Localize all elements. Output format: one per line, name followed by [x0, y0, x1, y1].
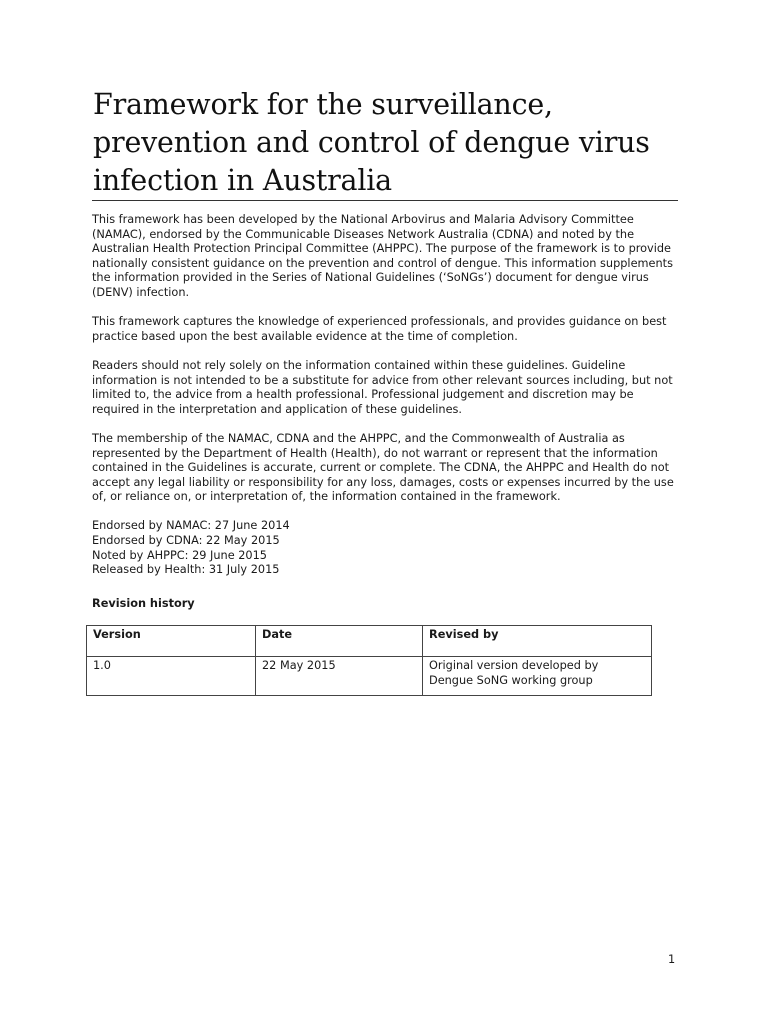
endorsement-cdna: Endorsed by CDNA: 22 May 2015	[92, 534, 280, 548]
endorsement-health: Released by Health: 31 July 2015	[92, 563, 280, 577]
header-date: Date	[256, 626, 423, 657]
paragraph-framework-development: This framework has been developed by the National Arbovirus and Malaria Advisory Committee (NAMAC), endorsed by the Communicable Diseases Network Australia (CDNA) and noted by the Australian Health Protection Principal Committee (AHPPC). The purpose of the framework is to provide nationally consistent guidance on the prevention and control of dengue. This information supplements the information provided in the Series of National Guidelines (‘SoNGs’) document for dengue virus (DENV) infection.	[92, 213, 673, 299]
page-number: 1	[668, 953, 676, 966]
revision-history-heading: Revision history	[92, 597, 195, 610]
paragraph-readers-disclaimer: Readers should not rely solely on the information contained within these guidelines. Guideline information is not intended to be a substitute for advice from other relevant sources including, but not limited to, the advice from a health professional. Professional judgement and discretion may be required in the interpretation and application of these guidelines.	[92, 358, 673, 416]
header-version: Version	[87, 626, 256, 657]
table-row	[87, 657, 652, 696]
document-title: Framework for the surveillance, prevention and control of dengue virus infection in Australia	[93, 88, 650, 197]
endorsement-namac: Endorsed by NAMAC: 27 June 2014	[92, 519, 290, 533]
cell-revised-by: Original version developed by Dengue SoNG working group	[423, 657, 652, 696]
header-revised-by: Revised by	[423, 626, 652, 657]
endorsement-ahppc: Noted by AHPPC: 29 June 2015	[92, 548, 267, 562]
paragraph-liability-disclaimer: The membership of the NAMAC, CDNA and the AHPPC, and the Commonwealth of Australia as represented by the Department of Health (Health), do not warrant or represent that the information contained in the Guidelines is accurate, current or complete. The CDNA, the AHPPC and Health do not accept any legal liability or responsibility for any loss, damages, costs or expenses incurred by the use of, or reliance on, or interpretation of, the information contained in the framework.	[92, 431, 674, 504]
revision-history-table	[86, 625, 652, 696]
endorsement-list	[92, 519, 682, 577]
title-divider	[92, 200, 678, 201]
paragraph-knowledge: This framework captures the knowledge of experienced professionals, and provides guidance on best practice based upon the best available evidence at the time of completion.	[92, 315, 667, 343]
table-header-row	[87, 626, 652, 657]
cell-version: 1.0	[87, 657, 256, 696]
cell-date: 22 May 2015	[256, 657, 423, 696]
document-body	[92, 213, 682, 578]
